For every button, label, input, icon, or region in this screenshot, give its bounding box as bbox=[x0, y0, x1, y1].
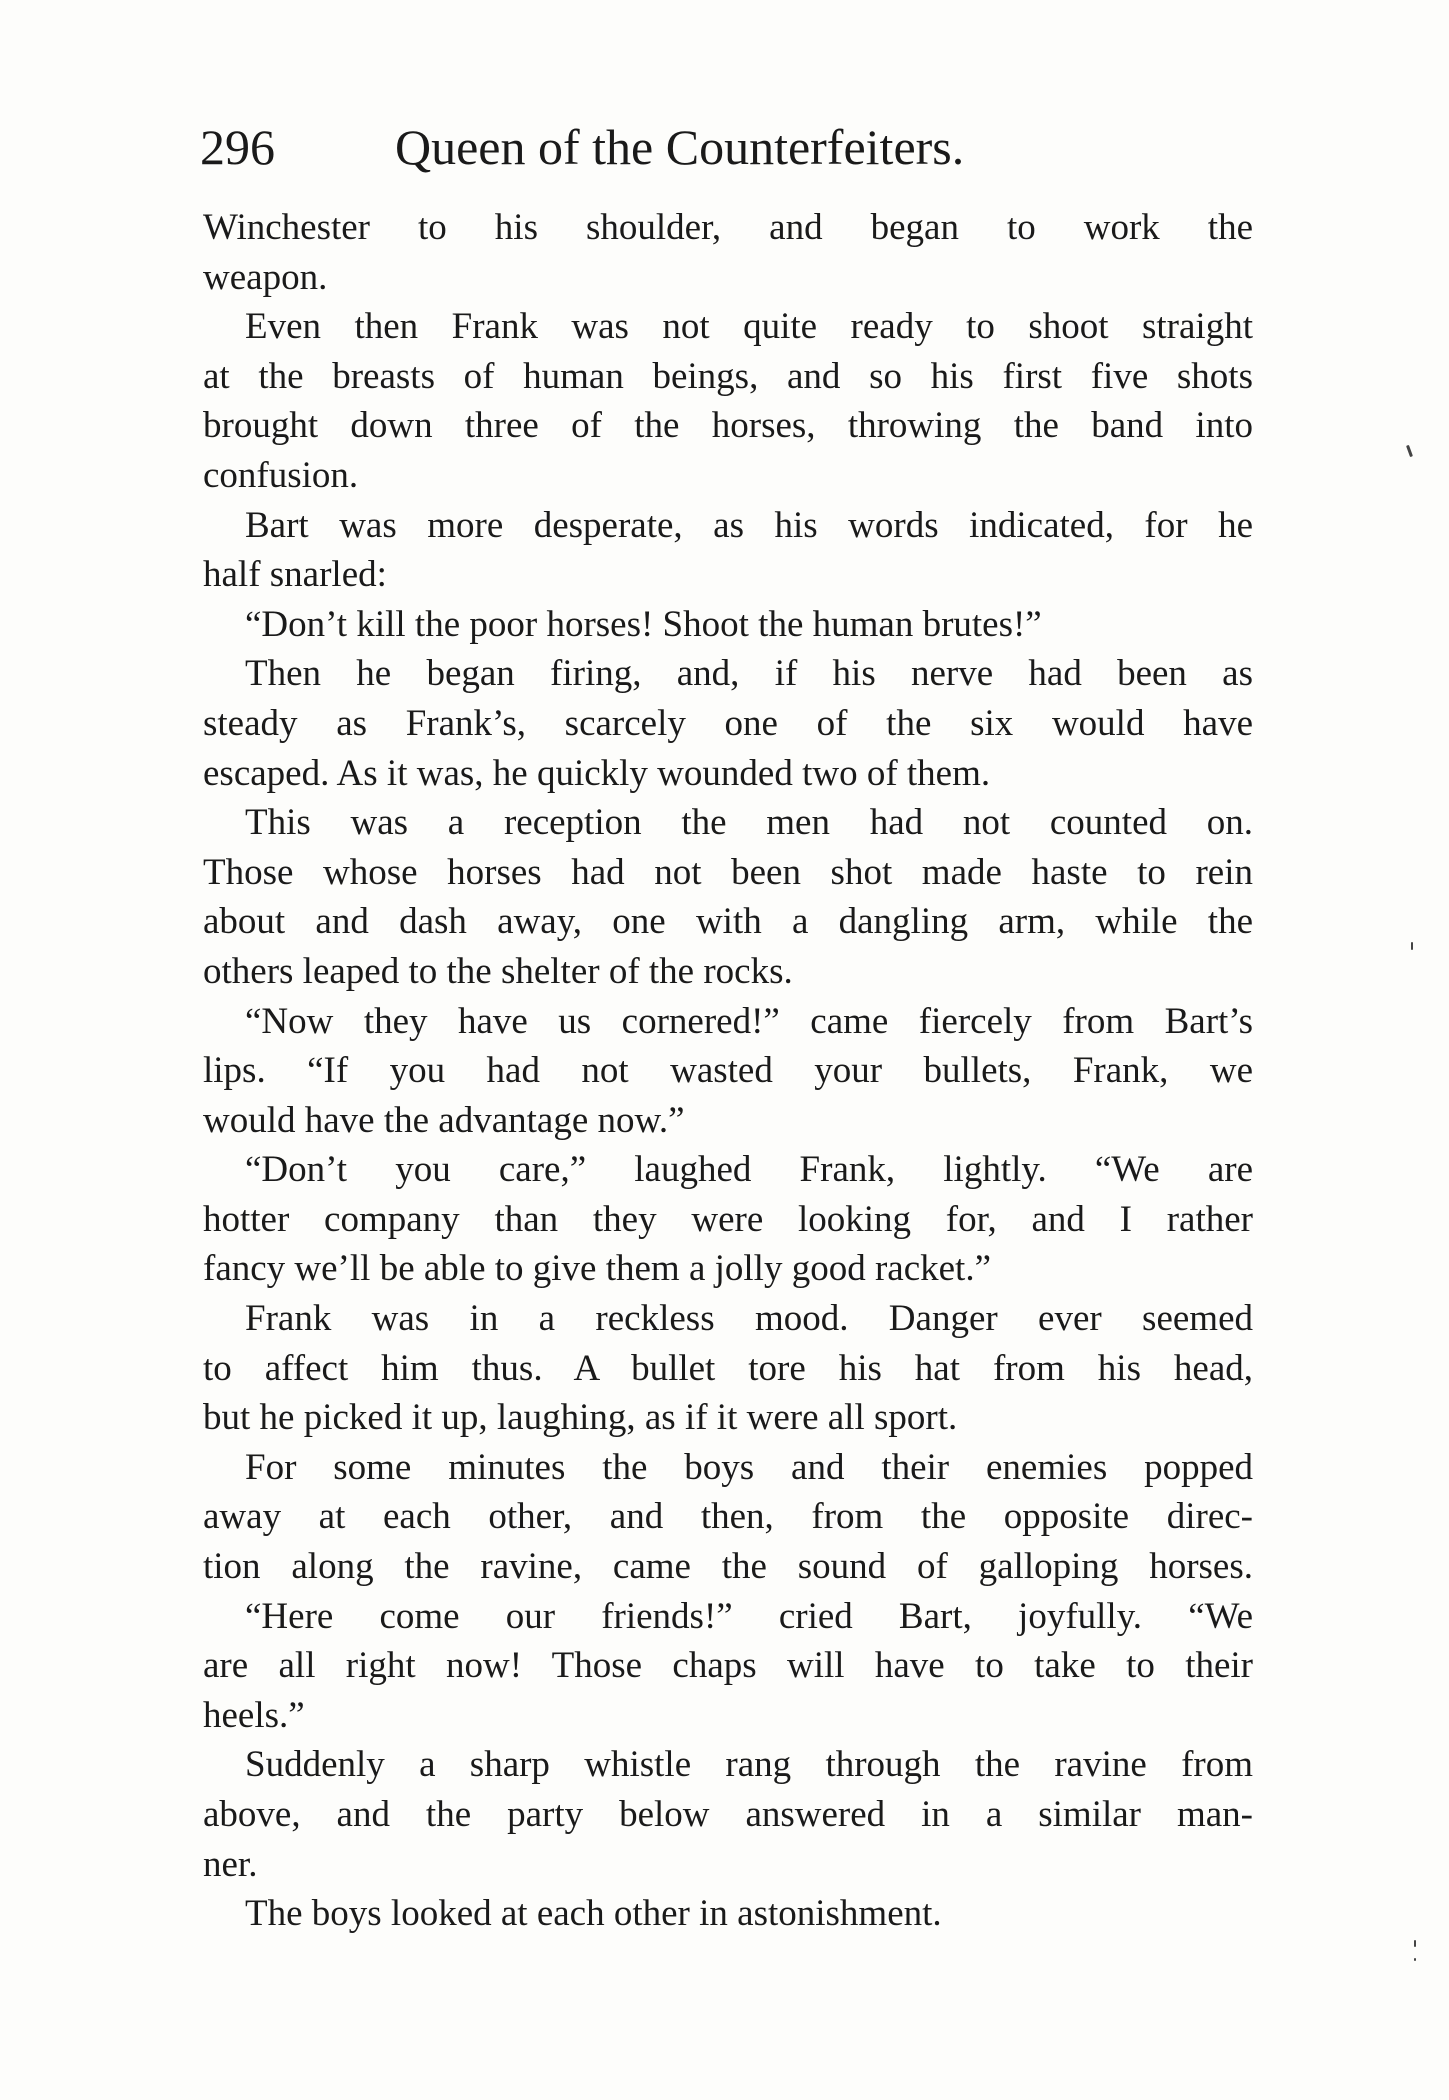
text-line: confusion. bbox=[203, 454, 359, 496]
text-line: but he picked it up, laughing, as if it were all sport. bbox=[203, 1397, 958, 1439]
text-line: Even then Frank was not quite ready to shoot straight bbox=[245, 306, 1253, 348]
text-line: away at each other, and then, from the opposite direc- bbox=[203, 1496, 1253, 1538]
text-line: lips. “If you had not wasted your bullets, Frank, we bbox=[203, 1050, 1253, 1092]
text-line: “Here come our friends!” cried Bart, joyfully. “We bbox=[245, 1595, 1253, 1637]
text-line: half snarled: bbox=[203, 554, 387, 596]
text-line: steady as Frank’s, scarcely one of the six would have bbox=[203, 702, 1253, 744]
text-line: tion along the ravine, came the sound of galloping horses. bbox=[203, 1546, 1253, 1588]
scan-speck bbox=[1414, 1940, 1416, 1947]
text-line: brought down three of the horses, throwing the band into bbox=[203, 405, 1253, 447]
text-line: Bart was more desperate, as his words indicated, for he bbox=[245, 504, 1253, 546]
text-line: Then he began firing, and, if his nerve had been as bbox=[245, 653, 1253, 695]
text-line: escaped. As it was, he quickly wounded two of them. bbox=[203, 752, 991, 794]
text-line: weapon. bbox=[203, 256, 328, 298]
text-line: above, and the party below answered in a similar man- bbox=[203, 1794, 1253, 1835]
text-line: For some minutes the boys and their enemies popped bbox=[245, 1446, 1253, 1488]
text-line: This was a reception the men had not counted on. bbox=[245, 802, 1253, 844]
text-line: “Now they have us cornered!” came fiercely from Bart’s bbox=[245, 1000, 1253, 1042]
text-line: heels.” bbox=[203, 1694, 305, 1736]
text-line: Those whose horses had not been shot made haste to rein bbox=[203, 851, 1253, 893]
body-text bbox=[203, 203, 1253, 1939]
text-line: are all right now! Those chaps will have to take to their bbox=[203, 1645, 1253, 1687]
text-line: to affect him thus. A bullet tore his hat from his head, bbox=[203, 1347, 1253, 1389]
text-line: “Don’t you care,” laughed Frank, lightly. “We are bbox=[245, 1149, 1253, 1191]
scan-speck bbox=[1406, 445, 1413, 457]
text-line: Suddenly a sharp whistle rang through the ravine from bbox=[245, 1744, 1253, 1786]
text-line: fancy we’ll be able to give them a jolly good racket.” bbox=[203, 1248, 992, 1290]
text-line: about and dash away, one with a dangling arm, while the bbox=[203, 901, 1253, 943]
text-line: The boys looked at each other in astonishment. bbox=[245, 1893, 942, 1935]
text-line: others leaped to the shelter of the rocks. bbox=[203, 950, 793, 992]
page-header bbox=[200, 112, 1260, 182]
running-title: Queen of the Counterfeiters. bbox=[395, 119, 965, 175]
text-line: Winchester to his shoulder, and began to work the bbox=[203, 207, 1253, 248]
text-line: “Don’t kill the poor horses! Shoot the human brutes!” bbox=[245, 603, 1042, 645]
text-line: at the breasts of human beings, and so his first five shots bbox=[203, 355, 1253, 397]
page-number: 296 bbox=[200, 119, 275, 175]
text-line: hotter company than they were looking for, and I rather bbox=[203, 1198, 1253, 1240]
scan-speck bbox=[1414, 1958, 1416, 1961]
text-line: ner. bbox=[203, 1843, 258, 1885]
text-line: would have the advantage now.” bbox=[203, 1099, 685, 1141]
text-line: Frank was in a reckless mood. Danger ever seemed bbox=[245, 1298, 1253, 1340]
scan-speck bbox=[1411, 942, 1413, 950]
